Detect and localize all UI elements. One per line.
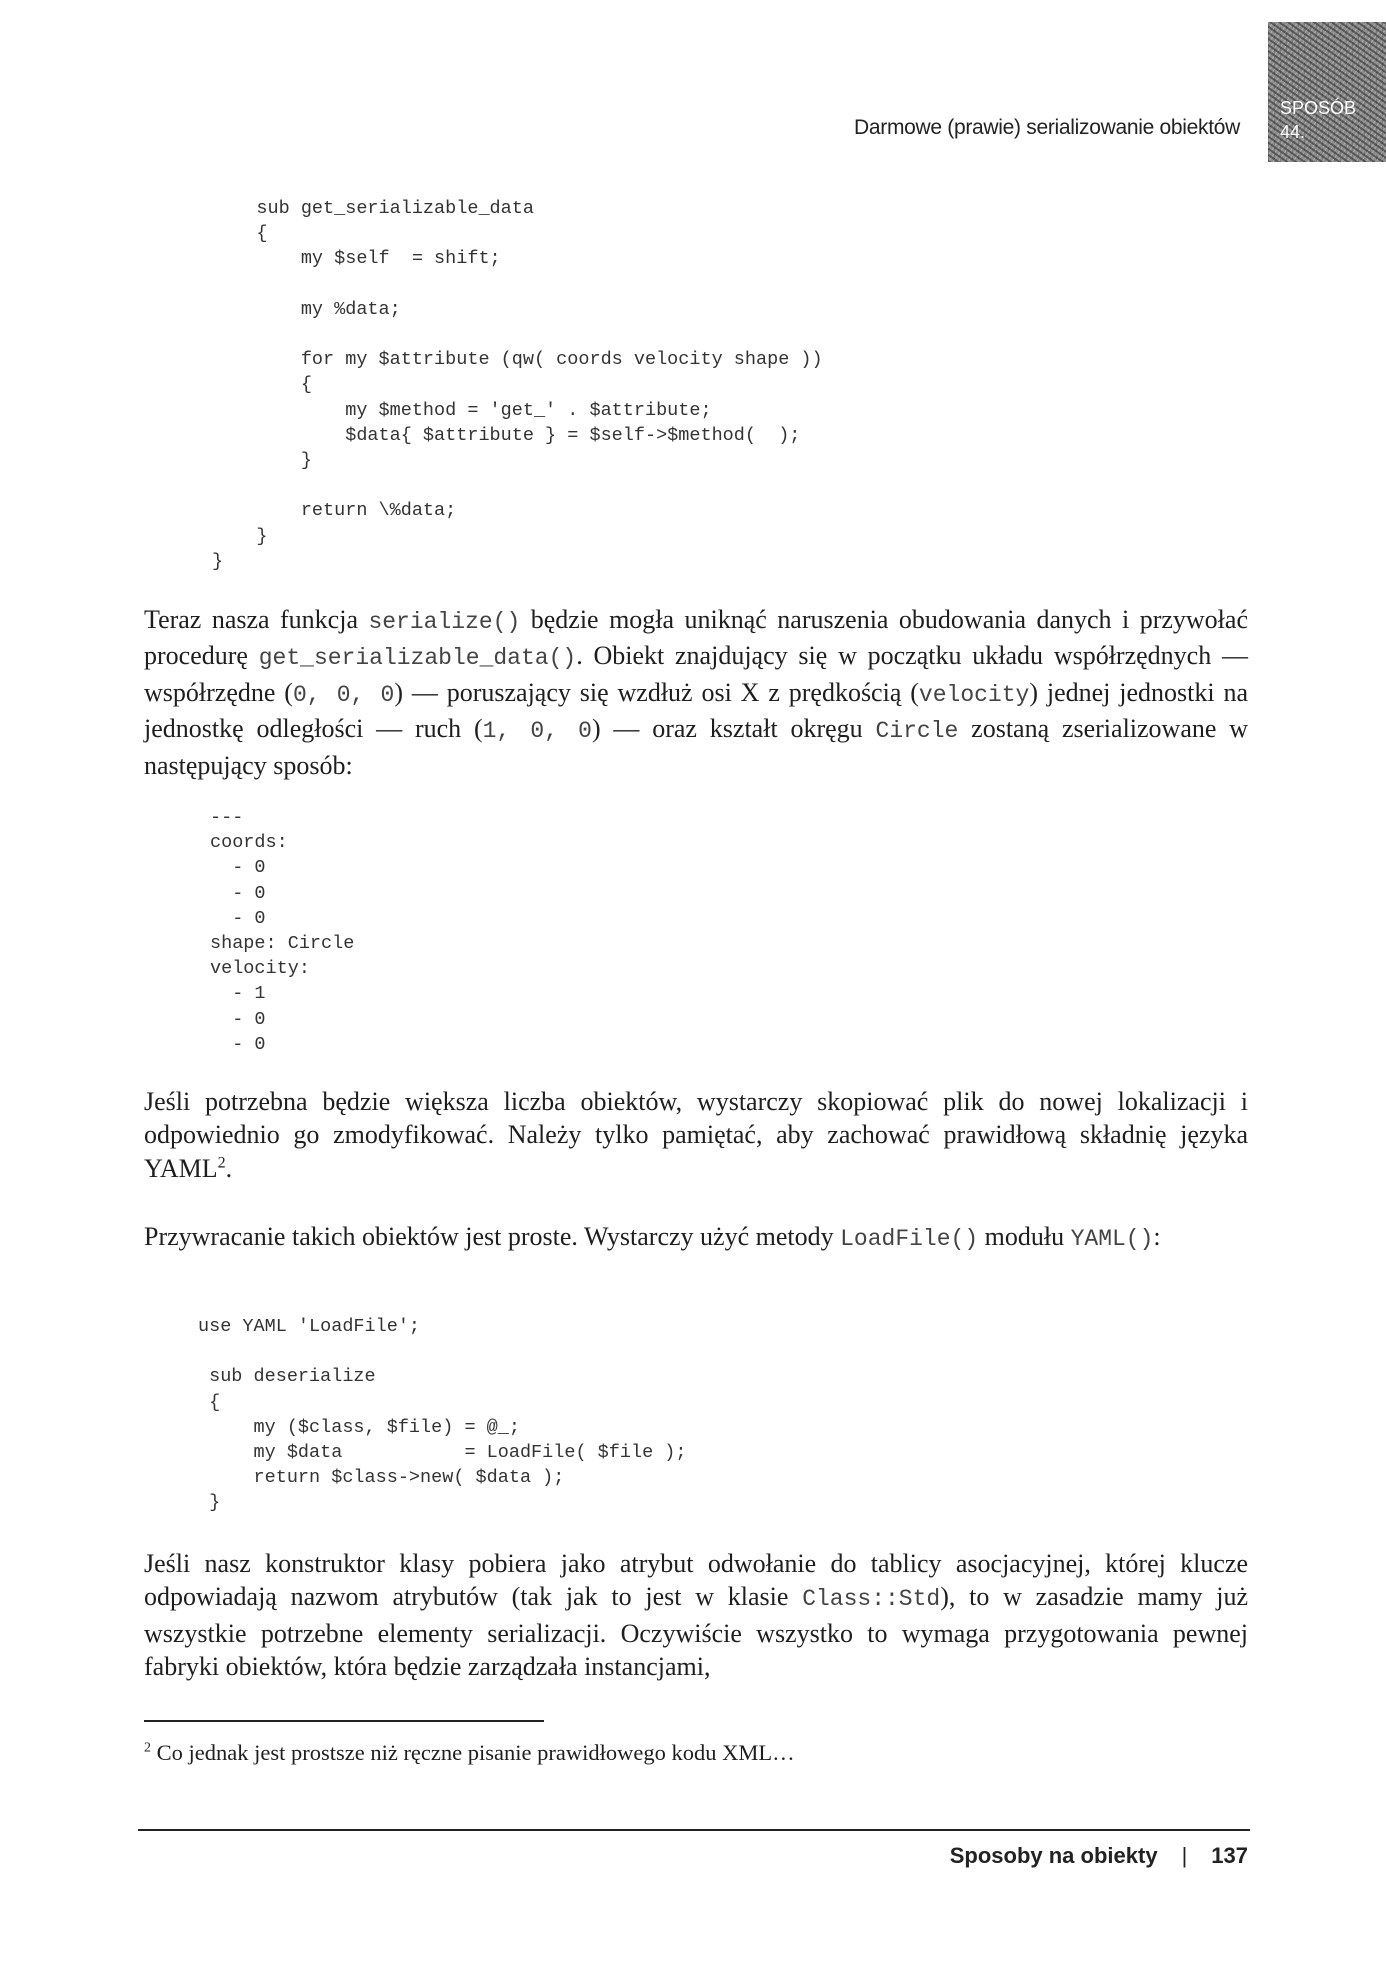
paragraph-text: ), to w zasadzie mamy już wszystkie potrzebne elementy serializacji. Oczywiście wszystko to wymaga przygotowania pewnej fabryki obiektów, która będzie zarządzała instancjami, <box>144 1582 1248 1682</box>
paragraph-text: Przywracanie takich obiektów jest proste. Wystarczy użyć metody <box>144 1222 841 1251</box>
footer-section-title: Sposoby na obiekty <box>949 1843 1158 1868</box>
inline-code: Class::Std <box>802 1586 941 1613</box>
paragraph-text: ) — poruszający się wzdłuż osi X z prędkością ( <box>394 677 919 707</box>
badge-label: SPOSÓB <box>1280 98 1357 118</box>
inline-code: serialize() <box>368 609 521 635</box>
paragraph <box>144 603 1248 782</box>
inline-code: Circle <box>875 718 959 745</box>
paragraph-text: : <box>1153 1222 1161 1251</box>
running-header: Darmowe (prawie) serializowanie obiektów <box>854 116 1240 139</box>
footnote-reference: 2 <box>217 1154 226 1172</box>
footnote-text: Co jednak jest prostsze niż ręczne pisanie prawidłowego kodu XML… <box>151 1740 795 1765</box>
paragraph-text: Jeśli potrzebna będzie większa liczba obiektów, wystarczy skopiować plik do nowej lokalizacji i odpowiednio go zmodyfikować. Należy tylko pamiętać, aby zachować prawidłową składnię języka YAML <box>144 1087 1248 1183</box>
paragraph-text: będzie mogła uniknąć naruszenia obudowania danych i przywołać procedurę <box>144 605 1248 671</box>
paragraph <box>144 1220 1248 1256</box>
footnote <box>144 1740 795 1766</box>
code-block-deserialize: use YAML 'LoadFile'; sub deserialize { my ($class, $file) = @_; my $data = LoadFile( $file ); return $class->new( $data ); } <box>198 1316 687 1514</box>
paragraph-text: . Obiekt znajdujący się w początku układu współrzędnych — współrzędne ( <box>144 641 1248 707</box>
paragraph-text: ) jednej jednostki na jednostkę odległości — ruch ( <box>144 677 1249 744</box>
paragraph-text: zostaną zserializowane w następujący sposób: <box>144 714 1249 780</box>
inline-code: 0, 0, 0 <box>292 681 395 708</box>
footer-divider <box>138 1829 1250 1831</box>
code-block-yaml-output: --- coords: - 0 - 0 - 0 shape: Circle velocity: - 1 - 0 - 0 <box>210 807 355 1055</box>
inline-code: get_serializable_data() <box>258 645 577 672</box>
paragraph <box>144 1547 1248 1684</box>
paragraph-text: Jeśli nasz konstruktor klasy pobiera jako atrybut odwołanie do tablicy asocjacyjnej, której klucze odpowiadają nazwom atrybutów (tak jak to jest w klasie <box>144 1549 1248 1612</box>
paragraph-text: ) — oraz kształt okręgu <box>591 714 876 744</box>
badge-number: 44. <box>1280 122 1306 142</box>
inline-code: LoadFile() <box>840 1226 979 1252</box>
footnote-divider <box>144 1720 544 1722</box>
paragraph <box>144 1085 1248 1185</box>
paragraph-text: . <box>225 1153 233 1183</box>
inline-code: 1, 0, 0 <box>482 718 592 745</box>
paragraph-text: modułu <box>978 1222 1071 1251</box>
code-block-serializable-data: sub get_serializable_data { my $self = shift; my %data; for my $attribute (qw( coords velocity shape )) { my $method = 'get_' . $attribute; $data{ $attribute } = $self->$method( ); } return \%data; } } <box>212 198 823 572</box>
page-number: 137 <box>1211 1843 1248 1868</box>
inline-code: velocity <box>918 681 1030 708</box>
page-footer <box>950 1843 1248 1869</box>
inline-code: YAML() <box>1070 1226 1154 1252</box>
footnote-number: 2 <box>144 1740 151 1756</box>
footer-separator: | <box>1181 1843 1188 1868</box>
paragraph-text: Teraz nasza funkcja <box>144 605 369 634</box>
